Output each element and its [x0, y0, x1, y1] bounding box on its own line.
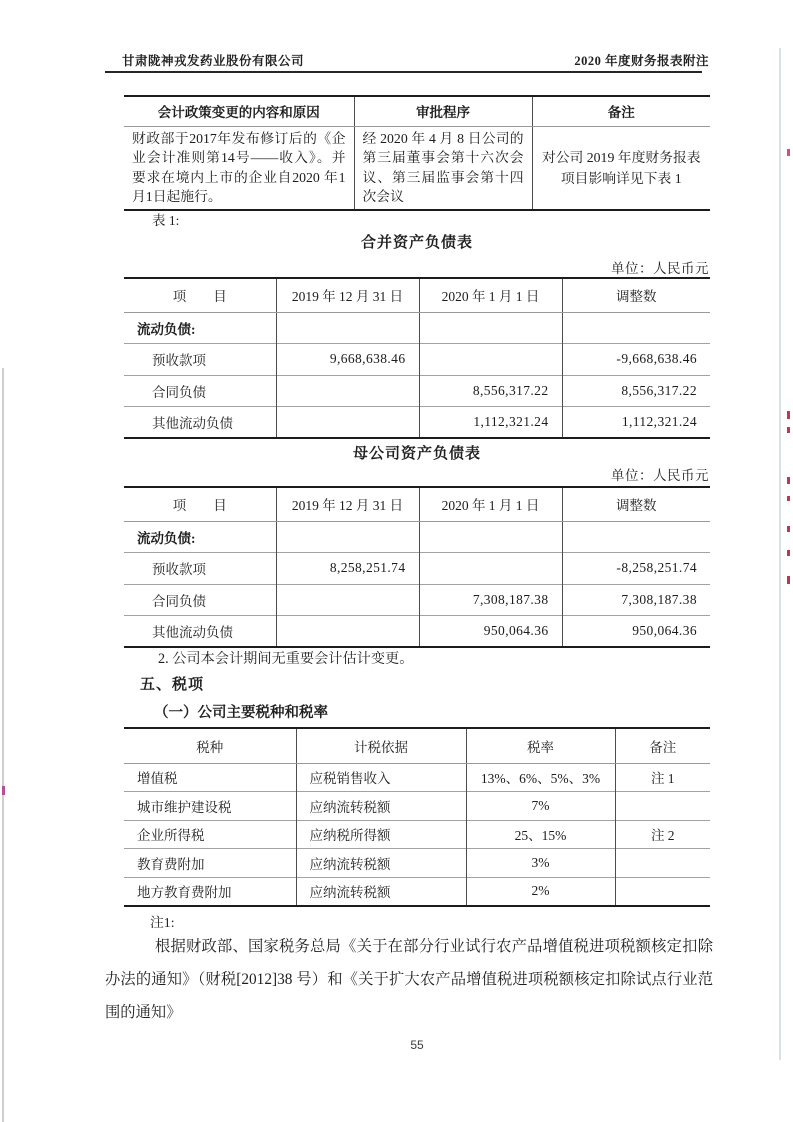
table-row — [124, 375, 710, 407]
scan-edge-artifact — [2, 786, 5, 795]
scan-edge-artifact — [787, 411, 790, 419]
tax-basis: 应纳流转税额 — [296, 792, 466, 821]
value-2020 — [419, 344, 562, 376]
value-2020 — [419, 553, 562, 585]
adjustment-value: 1,112,321.24 — [562, 407, 710, 439]
table-row — [124, 792, 710, 821]
column-header: 2020 年 1 月 1 日 — [419, 487, 562, 521]
policy-change-table — [124, 95, 710, 211]
table-row — [124, 584, 710, 616]
value-2019 — [276, 312, 419, 344]
table-row — [124, 763, 710, 792]
adjustment-value: -8,258,251.74 — [562, 553, 710, 585]
tax-remark — [615, 877, 710, 906]
consolidated-balance-sheet-table — [124, 277, 710, 439]
section-heading-taxes: 五、税项 — [140, 677, 205, 693]
tax-type: 城市维护建设税 — [124, 792, 296, 821]
parent-sheet-title: 母公司资产负债表 — [352, 446, 481, 462]
document-title: 2020 年度财务报表附注 — [574, 54, 709, 68]
table-row — [124, 553, 710, 585]
remark-cell: 对公司 2019 年度财务报表项目影响详见下表 1 — [532, 126, 710, 210]
tax-rate: 3% — [466, 849, 615, 878]
scan-edge-artifact — [787, 526, 790, 532]
line-item-label: 其他流动负债 — [124, 616, 276, 648]
value-2020: 8,556,317.22 — [419, 375, 562, 407]
scan-edge-artifact — [787, 149, 790, 156]
consolidated-sheet-title: 合并资产负债表 — [360, 235, 473, 251]
tax-rate: 13%、6%、5%、3% — [466, 763, 615, 792]
tax-rate: 7% — [466, 792, 615, 821]
adjustment-value — [562, 312, 710, 344]
adjustment-value: 7,308,187.38 — [562, 584, 710, 616]
value-2019 — [276, 616, 419, 648]
scan-edge-artifact — [787, 576, 790, 584]
column-header: 备注 — [532, 96, 710, 126]
tax-basis: 应纳流转税额 — [296, 849, 466, 878]
table-row — [124, 849, 710, 878]
value-2019: 8,258,251.74 — [276, 553, 419, 585]
table-row — [124, 126, 710, 210]
estimate-change-note: 2. 公司本会计期间无重要会计估计变更。 — [158, 651, 414, 667]
policy-content-cell: 财政部于2017年发布修订后的《企业会计准则第14号——收入》。并要求在境内上市的企业自2020 年1月1日起施行。 — [132, 130, 346, 204]
table1-label: 表 1: — [152, 213, 180, 228]
tax-rate: 25、15% — [466, 820, 615, 849]
scan-edge-artifact — [779, 48, 781, 1060]
value-2019 — [276, 584, 419, 616]
table-row — [124, 820, 710, 849]
tax-remark — [615, 792, 710, 821]
note1-label: 注1: — [150, 915, 175, 930]
adjustment-value: 8,556,317.22 — [562, 375, 710, 407]
company-name: 甘肃陇神戎发药业股份有限公司 — [122, 54, 305, 68]
column-header: 会计政策变更的内容和原因 — [124, 96, 354, 126]
line-item-label: 合同负债 — [124, 375, 276, 407]
adjustment-value: 950,064.36 — [562, 616, 710, 648]
tax-basis: 应纳税所得额 — [296, 820, 466, 849]
line-item-label: 其他流动负债 — [124, 407, 276, 439]
adjustment-value — [562, 521, 710, 553]
header-rule — [105, 71, 702, 73]
line-item-label: 流动负债: — [137, 530, 196, 546]
approval-procedure-cell: 经 2020 年 4 月 8 日公司的第三届董事会第十六次会议、第三届监事会第十四次会议 — [354, 126, 532, 210]
scan-edge-artifact — [787, 496, 790, 501]
column-header: 2019 年 12 月 31 日 — [276, 487, 419, 521]
sub-heading-tax-rates: （一）公司主要税种和税率 — [154, 705, 328, 721]
column-header: 项 目 — [124, 278, 276, 312]
column-header: 项 目 — [124, 487, 276, 521]
column-header: 税种 — [124, 728, 296, 763]
table-row — [124, 344, 710, 376]
value-2020: 950,064.36 — [419, 616, 562, 648]
table-row — [124, 877, 710, 906]
column-header: 调整数 — [562, 487, 710, 521]
value-2019 — [276, 407, 419, 439]
value-2020 — [419, 521, 562, 553]
column-header: 审批程序 — [354, 96, 532, 126]
table-header-row — [124, 278, 710, 312]
line-item-label: 预收款项 — [124, 553, 276, 585]
currency-unit-label: 单位：人民币元 — [611, 261, 709, 276]
scan-edge-artifact — [2, 368, 4, 1122]
column-header: 2019 年 12 月 31 日 — [276, 278, 419, 312]
value-2019: 9,668,638.46 — [276, 344, 419, 376]
currency-unit-label: 单位：人民币元 — [611, 468, 709, 483]
table-header-row — [124, 96, 710, 126]
table-header-row — [124, 728, 710, 763]
scan-edge-artifact — [787, 427, 790, 433]
note1-paragraph: 根据财政部、国家税务总局《关于在部分行业试行农产品增值税进项税额核定扣除办法的通知》（财税[2012]38 号）和《关于扩大农产品增值税进项税额核定扣除试点行业范围的通知》 — [105, 938, 713, 1021]
table-row — [124, 521, 710, 553]
tax-type: 地方教育费附加 — [124, 877, 296, 906]
tax-rate: 2% — [466, 877, 615, 906]
table-row — [124, 312, 710, 344]
tax-type: 教育费附加 — [124, 849, 296, 878]
column-header: 2020 年 1 月 1 日 — [419, 278, 562, 312]
table-header-row — [124, 487, 710, 521]
value-2020: 1,112,321.24 — [419, 407, 562, 439]
tax-type: 企业所得税 — [124, 820, 296, 849]
line-item-label: 流动负债: — [137, 321, 196, 337]
table-row — [124, 616, 710, 648]
tax-type: 增值税 — [137, 771, 178, 787]
value-2020: 7,308,187.38 — [419, 584, 562, 616]
tax-remark — [615, 849, 710, 878]
page-number: 55 — [410, 1038, 424, 1052]
tax-remark: 注 2 — [615, 820, 710, 849]
adjustment-value: -9,668,638.46 — [562, 344, 710, 376]
tax-basis: 应税销售收入 — [296, 763, 466, 792]
tax-basis: 应纳流转税额 — [296, 877, 466, 906]
table-row — [124, 407, 710, 439]
column-header: 税率 — [466, 728, 615, 763]
value-2019 — [276, 375, 419, 407]
column-header: 调整数 — [562, 278, 710, 312]
scan-edge-artifact — [787, 550, 790, 556]
value-2020 — [419, 312, 562, 344]
tax-table — [124, 727, 710, 907]
value-2019 — [276, 521, 419, 553]
column-header: 备注 — [615, 728, 710, 763]
line-item-label: 合同负债 — [124, 584, 276, 616]
line-item-label: 预收款项 — [124, 344, 276, 376]
parent-balance-sheet-table — [124, 486, 710, 648]
column-header: 计税依据 — [296, 728, 466, 763]
scan-edge-artifact — [787, 477, 790, 484]
tax-remark: 注 1 — [615, 763, 710, 792]
